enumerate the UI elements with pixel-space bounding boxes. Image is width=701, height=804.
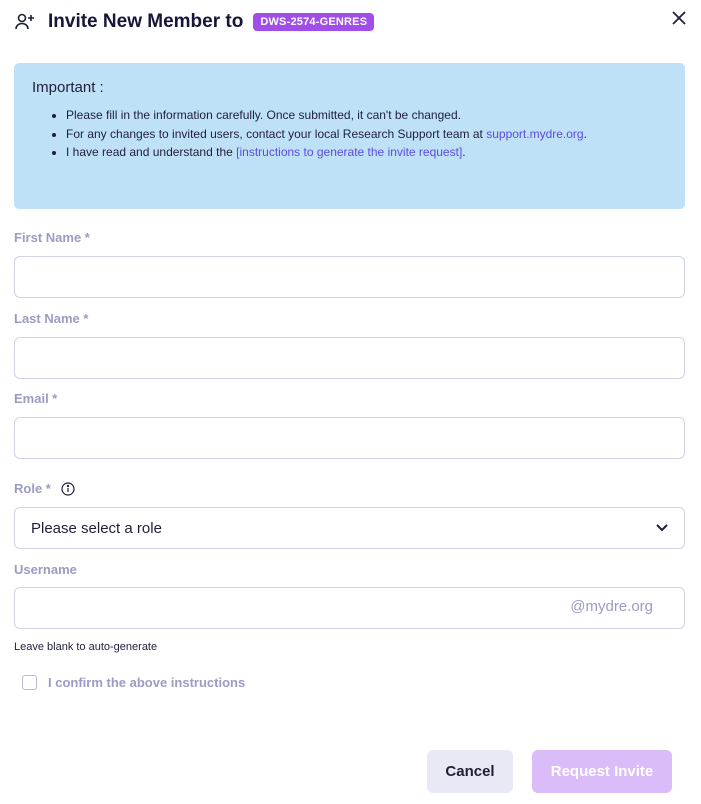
support-link[interactable]: support.mydre.org (486, 126, 584, 141)
notice-item-punct: . (583, 126, 587, 141)
important-notice (14, 63, 685, 209)
notice-item-punct: . (462, 145, 466, 159)
notice-title: Important : (32, 79, 104, 96)
first-name-label: First Name * (14, 230, 90, 245)
email-input[interactable] (14, 417, 685, 459)
confirm-label: I confirm the above instructions (48, 675, 246, 690)
close-icon[interactable] (667, 6, 691, 30)
dialog-header (14, 8, 374, 36)
notice-item-text: For any changes to invited users, contact your local Research Support team at (66, 126, 487, 141)
last-name-label: Last Name * (14, 311, 89, 326)
workspace-badge: DWS-2574-GENRES (253, 13, 374, 31)
notice-item (66, 125, 667, 144)
dialog-title: Invite New Member to (48, 11, 244, 32)
role-selected-value: Please select a role (31, 519, 162, 537)
username-wrapper (0, 587, 701, 630)
last-name-input[interactable] (14, 337, 685, 379)
confirm-checkbox[interactable] (22, 675, 37, 690)
first-name-input[interactable] (14, 256, 685, 298)
notice-item (66, 143, 667, 162)
add-user-icon (14, 11, 36, 33)
role-label: Role * (14, 481, 51, 496)
notice-list (32, 106, 667, 162)
confirm-checkbox-row[interactable] (22, 675, 245, 690)
request-invite-button[interactable]: Request Invite (532, 750, 672, 793)
instructions-link[interactable]: [instructions to generate the invite request] (236, 145, 463, 159)
username-label: Username (14, 562, 77, 577)
username-hint: Leave blank to auto-generate (14, 641, 158, 653)
cancel-button[interactable]: Cancel (427, 750, 513, 793)
chevron-down-icon (656, 524, 668, 532)
role-select[interactable] (14, 507, 685, 549)
email-label: Email * (14, 391, 58, 406)
role-label-row (14, 481, 75, 496)
notice-item-text: Please fill in the information carefully. Once submitted, it can't be changed. (66, 108, 461, 122)
notice-item-text: I have read and understand the (66, 145, 237, 159)
notice-item (66, 106, 667, 125)
info-icon[interactable] (61, 482, 75, 496)
username-domain-suffix: @mydre.org (570, 598, 653, 615)
